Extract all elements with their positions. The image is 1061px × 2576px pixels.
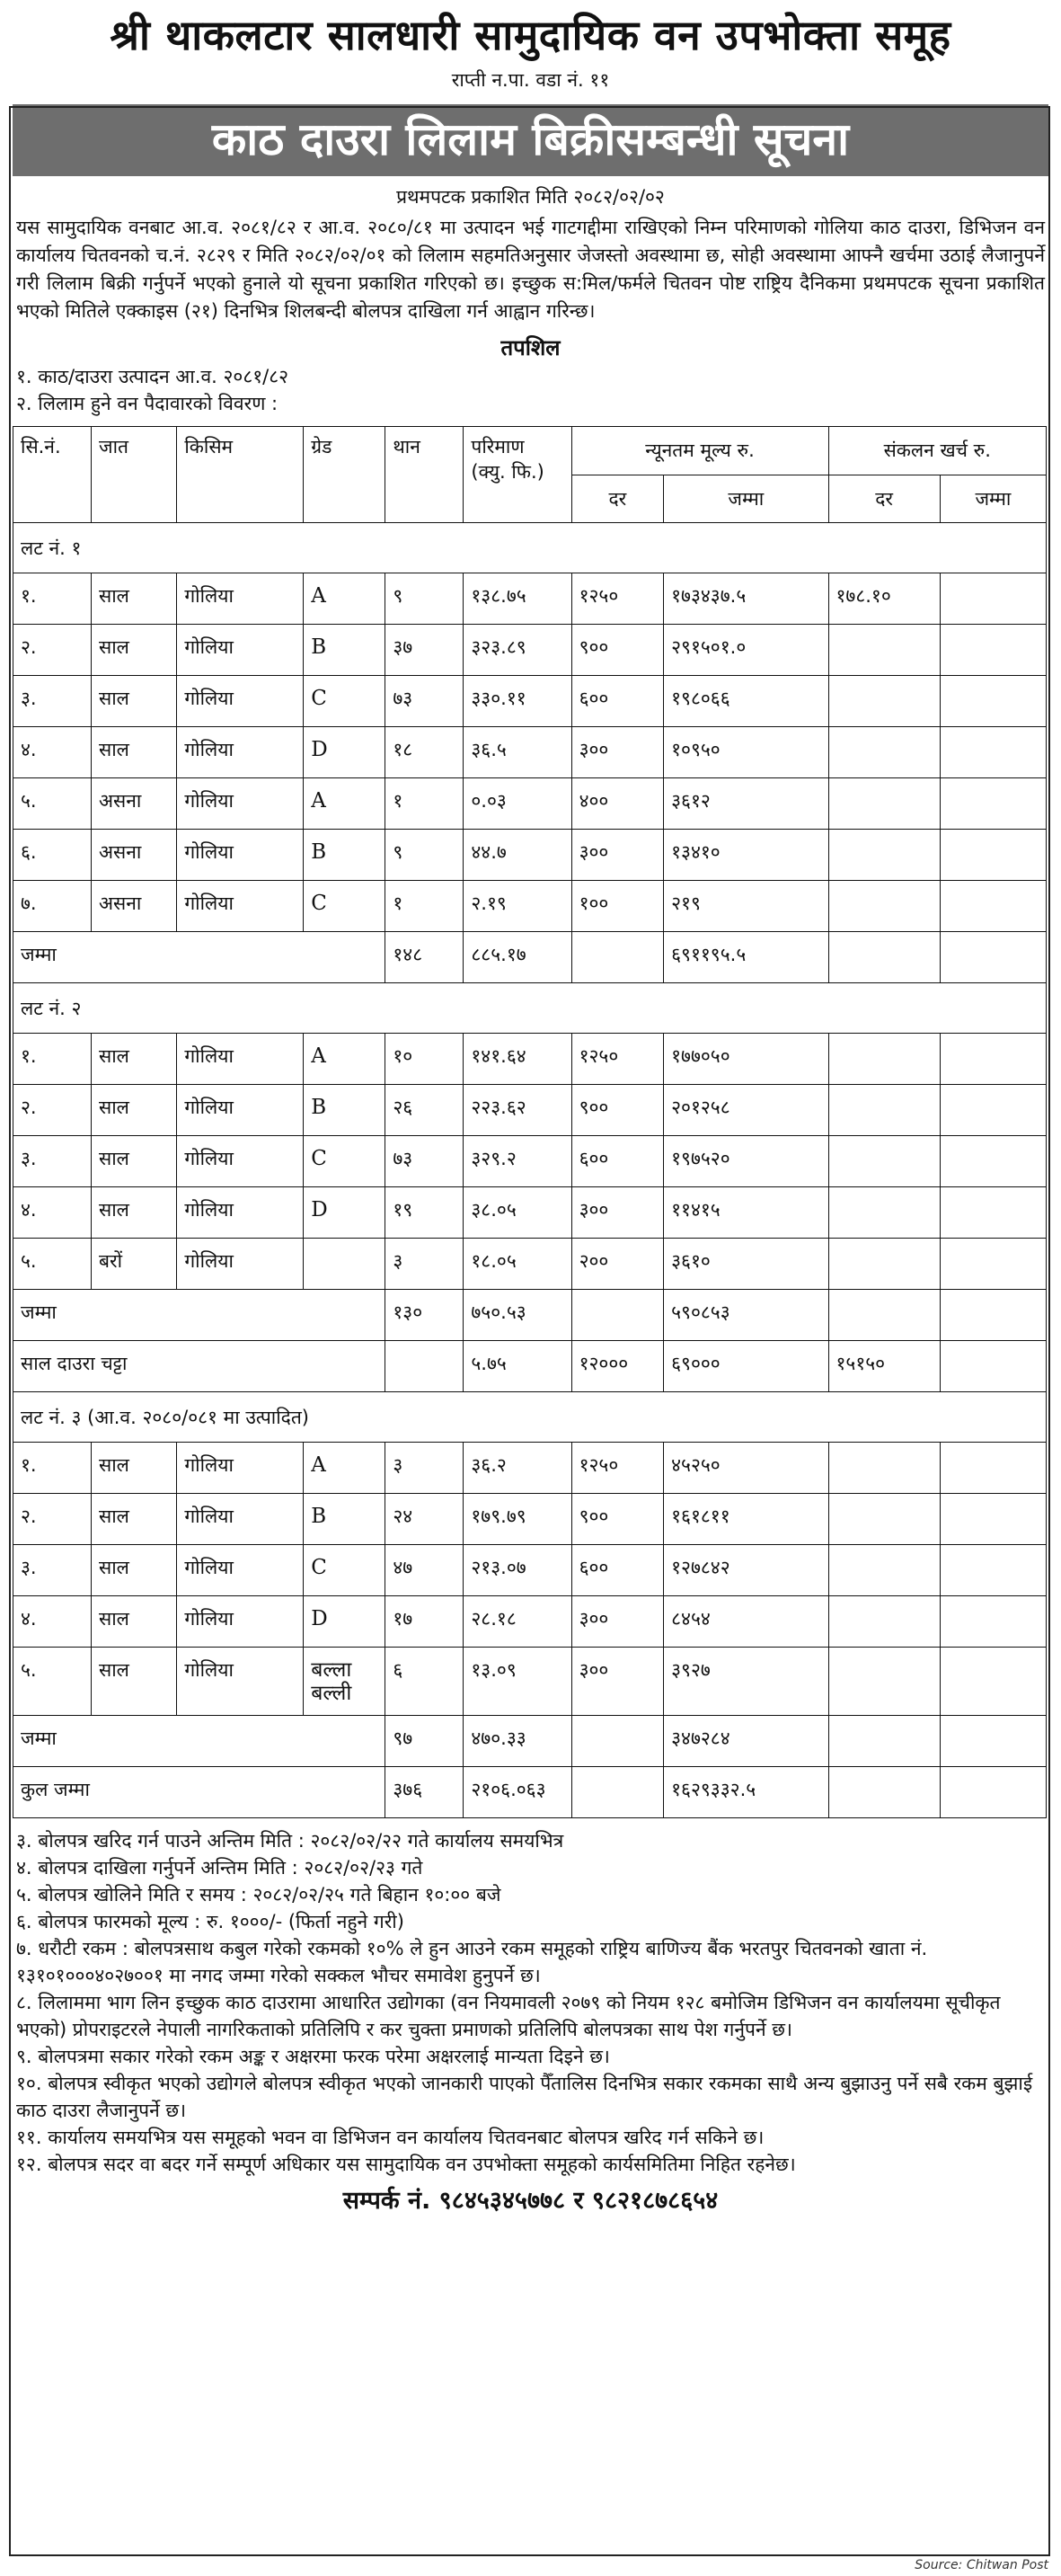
cell-species: साल: [92, 573, 177, 625]
cell-volume: २.१९: [464, 881, 571, 932]
cell-volume: २१३.०७: [464, 1545, 571, 1596]
table-row: [13, 1187, 1047, 1239]
cell-pieces: २६: [385, 1085, 464, 1136]
term-item: ६. बोलपत्र फारमको मूल्य : रु. १०००/- (फिर्ता नहुने गरी): [16, 1911, 404, 1932]
cell-species: साल: [92, 1443, 177, 1494]
cell-rate: १२५०: [571, 573, 664, 625]
cell-total: ५९०८५३: [664, 1290, 828, 1341]
cell-pieces: १८: [385, 727, 464, 778]
cell-species: साल: [92, 1648, 177, 1716]
cell-pieces: १३०: [385, 1290, 464, 1341]
cell-pieces: १: [385, 881, 464, 932]
cell-total: २९१५०१.०: [664, 625, 828, 676]
cell-grade: B: [304, 625, 385, 676]
cell-rate: [571, 1767, 664, 1818]
cell-rate: १२०००: [571, 1341, 664, 1392]
term-item: ९. बोलपत्रमा सकार गरेको रकम अङ्क र अक्षरमा फरक परेमा अक्षरलाई मान्यता दिइने छ।: [16, 2046, 610, 2067]
cell-rate: ३००: [571, 1596, 664, 1648]
cell-pieces: १७: [385, 1596, 464, 1648]
table-row: [13, 1545, 1047, 1596]
total-row: [13, 1290, 1047, 1341]
cell-rate: ४००: [571, 778, 664, 830]
cell-cost-rate: १५१५०: [828, 1341, 940, 1392]
header-volume: [464, 427, 571, 523]
cell-rate: १२५०: [571, 1034, 664, 1085]
cell-sn: ३.: [13, 676, 92, 727]
cell-total: १९७५२०: [664, 1136, 828, 1187]
cell-species: असना: [92, 830, 177, 881]
cell-volume: १८.०५: [464, 1239, 571, 1290]
table-row: [13, 573, 1047, 625]
cell-species: बरों: [92, 1239, 177, 1290]
cell-volume: ३८.०५: [464, 1187, 571, 1239]
notice-banner: काठ दाउरा लिलाम बिक्रीसम्बन्धी सूचना: [13, 104, 1048, 176]
cell-volume: २१०६.०६३: [464, 1767, 571, 1818]
lot-heading-row: [13, 1392, 1047, 1443]
point-item: १. काठ/दाउरा उत्पादन आ.व. २०८१/८२: [16, 366, 289, 387]
cell-cost-total: [940, 778, 1046, 830]
cell-cost-rate: [828, 1290, 940, 1341]
cell-cost-rate: [828, 1085, 940, 1136]
cell-total: १०९५०: [664, 727, 828, 778]
cell-cost-total: [940, 1136, 1046, 1187]
table-row: [13, 830, 1047, 881]
cell-volume: ३३०.११: [464, 676, 571, 727]
total-row: [13, 932, 1047, 983]
cell-species: असना: [92, 778, 177, 830]
cell-total: १९८०६६: [664, 676, 828, 727]
cell-volume: ७५०.५३: [464, 1290, 571, 1341]
cell-type: गोलिया: [177, 1085, 304, 1136]
cell-total: ३९२७: [664, 1648, 828, 1716]
table-row: [13, 727, 1047, 778]
cell-cost-total: [940, 1187, 1046, 1239]
term-item: ४. बोलपत्र दाखिला गर्नुपर्ने अन्तिम मिति : २०८२/०२/२३ गते: [16, 1857, 423, 1879]
cell-grade: [304, 1239, 385, 1290]
cell-type: गोलिया: [177, 1545, 304, 1596]
cell-sn: १.: [13, 1443, 92, 1494]
total-row: [13, 1767, 1047, 1818]
cell-species: साल: [92, 1034, 177, 1085]
table-row: [13, 676, 1047, 727]
cell-pieces: ३७: [385, 625, 464, 676]
cell-cost-rate: [828, 1494, 940, 1545]
cell-grade: C: [304, 881, 385, 932]
cell-cost-total: [940, 676, 1046, 727]
auction-table-body: [13, 523, 1047, 1818]
cell-cost-total: [940, 1596, 1046, 1648]
table-row: [13, 881, 1047, 932]
cell-grade: A: [304, 573, 385, 625]
cell-sn: ३.: [13, 1545, 92, 1596]
cell-cost-total: [940, 1341, 1046, 1392]
table-row: [13, 625, 1047, 676]
cell-type: गोलिया: [177, 1136, 304, 1187]
header-type: किसिम: [177, 427, 304, 523]
cell-volume: ५.७५: [464, 1341, 571, 1392]
header-volume-label: परिमाण: [471, 436, 525, 457]
cell-sn: ४.: [13, 1187, 92, 1239]
cell-cost-total: [940, 1085, 1046, 1136]
term-item: ८. लिलाममा भाग लिन इच्छुक काठ दाउरामा आधारित उद्योगका (वन नियमावली २०७९ को नियम १२८ बमोजिम डिभिजन वन कार्यालयमा सूचीकृत भएको) प्रोपराइटरले नेपाली नागरिकताको प्रतिलिपि र कर चुक्ता प्रमाणको प्रतिलिपि बोलपत्रका साथ पेश गर्नुपर्ने छ।: [16, 1992, 1001, 2040]
table-row: [13, 1648, 1047, 1716]
cell-volume: ४४.७: [464, 830, 571, 881]
cell-volume: ०.०३: [464, 778, 571, 830]
cell-total: २०१२५८: [664, 1085, 828, 1136]
cell-rate: ९००: [571, 1085, 664, 1136]
cell-grade: A: [304, 1034, 385, 1085]
table-row: [13, 1239, 1047, 1290]
cell-species: साल: [92, 1187, 177, 1239]
cell-total: ८४५४: [664, 1596, 828, 1648]
auction-table: [13, 426, 1047, 1818]
cell-volume: २२३.६२: [464, 1085, 571, 1136]
terms-list: [16, 1827, 1045, 2178]
cell-sn: जम्मा: [13, 1290, 385, 1341]
cell-sn: २.: [13, 1494, 92, 1545]
cell-type: गोलिया: [177, 1494, 304, 1545]
cell-species: असना: [92, 881, 177, 932]
cell-pieces: ६: [385, 1648, 464, 1716]
cell-grade: A: [304, 1443, 385, 1494]
cell-cost-rate: [828, 1443, 940, 1494]
contact-numbers: सम्पर्क नं. ९८४५३४५७७८ र ९८२१८७८६५४: [342, 2187, 719, 2215]
cell-cost-rate: [828, 1648, 940, 1716]
cell-cost-rate: [828, 1239, 940, 1290]
cell-type: गोलिया: [177, 830, 304, 881]
cell-total: ११४१५: [664, 1187, 828, 1239]
cell-total: १२७८४२: [664, 1545, 828, 1596]
cell-pieces: ३: [385, 1239, 464, 1290]
header-min-total: जम्मा: [664, 475, 828, 523]
cell-volume: ८८५.१७: [464, 932, 571, 983]
cell-sn: कुल जम्मा: [13, 1767, 385, 1818]
cell-volume: ३६.५: [464, 727, 571, 778]
cell-rate: ६००: [571, 676, 664, 727]
cell-sn: ४.: [13, 1596, 92, 1648]
table-row: [13, 778, 1047, 830]
cell-pieces: १९: [385, 1187, 464, 1239]
cell-rate: [571, 1716, 664, 1767]
cell-grade: D: [304, 1187, 385, 1239]
cell-species: साल: [92, 1494, 177, 1545]
table-row: [13, 1034, 1047, 1085]
header-min-rate: दर: [571, 475, 664, 523]
cell-pieces: २४: [385, 1494, 464, 1545]
cell-cost-total: [940, 1443, 1046, 1494]
cell-volume: ४७०.३३: [464, 1716, 571, 1767]
cell-pieces: १: [385, 778, 464, 830]
organization-title: श्री थाकलटार सालधारी सामुदायिक वन उपभोक्ता समूह: [110, 11, 951, 59]
cell-cost-rate: [828, 727, 940, 778]
cell-cost-rate: [828, 676, 940, 727]
cell-rate: [571, 932, 664, 983]
cell-type: गोलिया: [177, 573, 304, 625]
cell-grade: B: [304, 1494, 385, 1545]
cell-cost-total: [940, 1239, 1046, 1290]
cell-volume: १७९.७९: [464, 1494, 571, 1545]
cell-volume: ३२९.२: [464, 1136, 571, 1187]
header-species: जात: [92, 427, 177, 523]
cell-type: गोलिया: [177, 727, 304, 778]
cell-pieces: ३: [385, 1443, 464, 1494]
lot-label: लट नं. ३ (आ.व. २०८०/०८१ मा उत्पादित): [13, 1392, 1047, 1443]
cell-total: ६९११९५.५: [664, 932, 828, 983]
notice-header: [13, 0, 1048, 93]
cell-cost-total: [940, 830, 1046, 881]
cell-type: गोलिया: [177, 778, 304, 830]
cell-sn: २.: [13, 625, 92, 676]
cell-pieces: ९: [385, 573, 464, 625]
cell-pieces: १४८: [385, 932, 464, 983]
cell-sn: जम्मा: [13, 1716, 385, 1767]
cell-cost-rate: [828, 1136, 940, 1187]
cell-type: गोलिया: [177, 881, 304, 932]
cell-cost-rate: [828, 1596, 940, 1648]
cell-sn: २.: [13, 1085, 92, 1136]
cell-grade: C: [304, 1136, 385, 1187]
cell-cost-rate: [828, 778, 940, 830]
table-row: [13, 1136, 1047, 1187]
header-min-price: न्यूनतम मूल्य रु.: [571, 427, 828, 475]
cell-grade: A: [304, 778, 385, 830]
schedule-points: [16, 363, 1045, 417]
cell-species: साल: [92, 1085, 177, 1136]
cell-cost-total: [940, 1545, 1046, 1596]
cell-volume: १३.०९: [464, 1648, 571, 1716]
cell-type: गोलिया: [177, 1034, 304, 1085]
cell-type: गोलिया: [177, 1596, 304, 1648]
cell-sn: १.: [13, 1034, 92, 1085]
cell-species: साल: [92, 1596, 177, 1648]
cell-rate: ६००: [571, 1136, 664, 1187]
cell-rate: १२५०: [571, 1443, 664, 1494]
cell-sn: जम्मा: [13, 932, 385, 983]
header-sn: सि.नं.: [13, 427, 92, 523]
term-item: १०. बोलपत्र स्वीकृत भएको उद्योगले बोलपत्र स्वीकृत भएको जानकारी पाएको पैँतालिस दिनभित्र सकार रकमका साथै अन्य बुझाउनु पर्ने सबै रकम बुझाई काठ दाउरा लैजानुपर्ने छ।: [16, 2073, 1033, 2121]
cell-cost-rate: [828, 1716, 940, 1767]
point-item: २. लिलाम हुने वन पैदावारको विवरण :: [16, 393, 279, 414]
cell-sn: ४.: [13, 727, 92, 778]
term-item: १२. बोलपत्र सदर वा बदर गर्ने सम्पूर्ण अधिकार यस सामुदायिक वन उपभोक्ता समूहको कार्यसमितिमा निहित रहनेछ।: [16, 2154, 796, 2175]
total-row: [13, 1716, 1047, 1767]
header-grade: ग्रेड: [304, 427, 385, 523]
table-row: [13, 1494, 1047, 1545]
cell-species: साल: [92, 676, 177, 727]
cell-sn: ५.: [13, 778, 92, 830]
lot-label: लट नं. १: [13, 523, 1047, 573]
header-volume-unit: (क्यु. फि.): [471, 461, 544, 483]
cell-cost-rate: [828, 1767, 940, 1818]
cell-rate: [571, 1290, 664, 1341]
cell-total: १३४१०: [664, 830, 828, 881]
cell-type: गोलिया: [177, 1443, 304, 1494]
cell-cost-rate: [828, 1545, 940, 1596]
cell-cost-total: [940, 881, 1046, 932]
cell-total: ३६१०: [664, 1239, 828, 1290]
cell-sn: ५.: [13, 1648, 92, 1716]
cell-volume: ३६.२: [464, 1443, 571, 1494]
cell-species: साल: [92, 625, 177, 676]
term-item: ५. बोलपत्र खोलिने मिति र समय : २०८२/०२/२५ गते बिहान १०:०० बजे: [16, 1884, 501, 1905]
header-pieces: थान: [385, 427, 464, 523]
cell-cost-rate: [828, 830, 940, 881]
cell-total: ६९०००: [664, 1341, 828, 1392]
cell-pieces: १०: [385, 1034, 464, 1085]
cell-grade: बल्ला बल्ली: [304, 1648, 385, 1716]
cell-total: ४५२५०: [664, 1443, 828, 1494]
cell-total: ३६१२: [664, 778, 828, 830]
cell-species: साल: [92, 1545, 177, 1596]
cell-grade: D: [304, 1596, 385, 1648]
cell-rate: १००: [571, 881, 664, 932]
cell-sn: ३.: [13, 1136, 92, 1187]
cell-cost-rate: [828, 1187, 940, 1239]
header-collection-cost: संकलन खर्च रु.: [828, 427, 1047, 475]
schedule-heading: तपशिल: [500, 335, 561, 360]
cell-grade: C: [304, 676, 385, 727]
term-item: ३. बोलपत्र खरिद गर्न पाउने अन्तिम मिति : २०८२/०२/२२ गते कार्यालय समयभित्र: [16, 1830, 564, 1852]
cell-cost-total: [940, 573, 1046, 625]
cell-grade: D: [304, 727, 385, 778]
cell-total: २१९: [664, 881, 828, 932]
header-cost-total: जम्मा: [940, 475, 1046, 523]
cell-species: साल: [92, 727, 177, 778]
cell-cost-total: [940, 1034, 1046, 1085]
cell-sn: ७.: [13, 881, 92, 932]
lot-label: लट नं. २: [13, 983, 1047, 1034]
cell-sn: साल दाउरा चट्टा: [13, 1341, 385, 1392]
total-row: [13, 1341, 1047, 1392]
cell-cost-total: [940, 727, 1046, 778]
cell-cost-rate: [828, 1034, 940, 1085]
cell-volume: १३८.७५: [464, 573, 571, 625]
cell-cost-rate: [828, 932, 940, 983]
cell-pieces: ४७: [385, 1545, 464, 1596]
cell-cost-total: [940, 932, 1046, 983]
cell-total: १६१८११: [664, 1494, 828, 1545]
cell-rate: ३००: [571, 1187, 664, 1239]
cell-total: १७७०५०: [664, 1034, 828, 1085]
cell-pieces: ३७६: [385, 1767, 464, 1818]
cell-rate: ३००: [571, 1648, 664, 1716]
cell-rate: ६००: [571, 1545, 664, 1596]
table-row: [13, 1596, 1047, 1648]
term-item: ७. धरौटी रकम : बोलपत्रसाथ कबुल गरेको रकमको १०% ले हुन आउने रकम समूहको राष्ट्रिय बाणिज्य बैंक भरतपुर चितवनको खाता नं. १३१०१०००४०२७००१ मा नगद जम्मा गरेको सक्कल भौचर समावेश हुनुपर्ने छ।: [16, 1938, 928, 1986]
intro-paragraph: यस सामुदायिक वनबाट आ.व. २०८१/८२ र आ.व. २०८०/८१ मा उत्पादन भई गाटगद्दीमा राखिएको निम्न परिमाणको गोलिया काठ दाउरा, डिभिजन वन कार्यालय चितवनको च.नं. २८२९ र मिति २०८२/०२/०१ को लिलाम सहमतिअनुसार जेजस्तो अवस्थामा छ, सोही अवस्थामा आफ्नै खर्चमा उठाई लैजानुपर्ने गरी लिलाम बिक्री गर्नुपर्ने भएको हुनाले यो सूचना प्रकाशित गरिएको छ। इच्छुक स:मिल/फर्मले चितवन पोष्ट राष्ट्रिय दैनिकमा प्रथमपटक सूचना प्रकाशित भएको मितिले एक्काइस (२१) दिनभित्र शिलबन्दी बोलपत्र दाखिला गर्न आह्वान गरिन्छ।: [16, 217, 1045, 322]
cell-pieces: ९: [385, 830, 464, 881]
header-cost-rate: दर: [828, 475, 940, 523]
cell-cost-rate: १७८.१०: [828, 573, 940, 625]
cell-rate: ९००: [571, 625, 664, 676]
cell-total: १६२९३३२.५: [664, 1767, 828, 1818]
cell-total: १७३४३७.५: [664, 573, 828, 625]
term-item: ११. कार्यालय समयभित्र यस समूहको भवन वा डिभिजन वन कार्यालय चितवनबाट बोलपत्र खरिद गर्न सकिने छ।: [16, 2127, 765, 2148]
cell-type: गोलिया: [177, 625, 304, 676]
table-row: [13, 1443, 1047, 1494]
cell-pieces: ९७: [385, 1716, 464, 1767]
lot-heading-row: [13, 523, 1047, 573]
cell-rate: ९००: [571, 1494, 664, 1545]
cell-rate: ३००: [571, 830, 664, 881]
cell-cost-rate: [828, 625, 940, 676]
cell-volume: ३२३.८९: [464, 625, 571, 676]
source-credit: Source: Chitwan Post: [915, 2558, 1048, 2572]
cell-rate: २००: [571, 1239, 664, 1290]
cell-pieces: ७३: [385, 1136, 464, 1187]
cell-type: गोलिया: [177, 1648, 304, 1716]
cell-cost-total: [940, 1648, 1046, 1716]
cell-type: गोलिया: [177, 1187, 304, 1239]
cell-cost-rate: [828, 881, 940, 932]
cell-cost-total: [940, 1494, 1046, 1545]
cell-grade: C: [304, 1545, 385, 1596]
cell-total: ३४७२८४: [664, 1716, 828, 1767]
cell-rate: ३००: [571, 727, 664, 778]
cell-cost-total: [940, 1716, 1046, 1767]
lot-heading-row: [13, 983, 1047, 1034]
cell-grade: B: [304, 830, 385, 881]
cell-cost-total: [940, 1290, 1046, 1341]
cell-type: गोलिया: [177, 1239, 304, 1290]
cell-species: साल: [92, 1136, 177, 1187]
cell-cost-total: [940, 625, 1046, 676]
cell-volume: २८.१८: [464, 1596, 571, 1648]
cell-volume: १४१.६४: [464, 1034, 571, 1085]
cell-pieces: ७३: [385, 676, 464, 727]
published-date: प्रथमपटक प्रकाशित मिति २०८२/०२/०२: [396, 186, 665, 208]
cell-cost-total: [940, 1767, 1046, 1818]
cell-sn: १.: [13, 573, 92, 625]
cell-pieces: [385, 1341, 464, 1392]
cell-sn: ५.: [13, 1239, 92, 1290]
table-row: [13, 1085, 1047, 1136]
cell-sn: ६.: [13, 830, 92, 881]
organization-address: राप्ती न.पा. वडा नं. ११: [451, 69, 610, 91]
cell-type: गोलिया: [177, 676, 304, 727]
cell-grade: B: [304, 1085, 385, 1136]
